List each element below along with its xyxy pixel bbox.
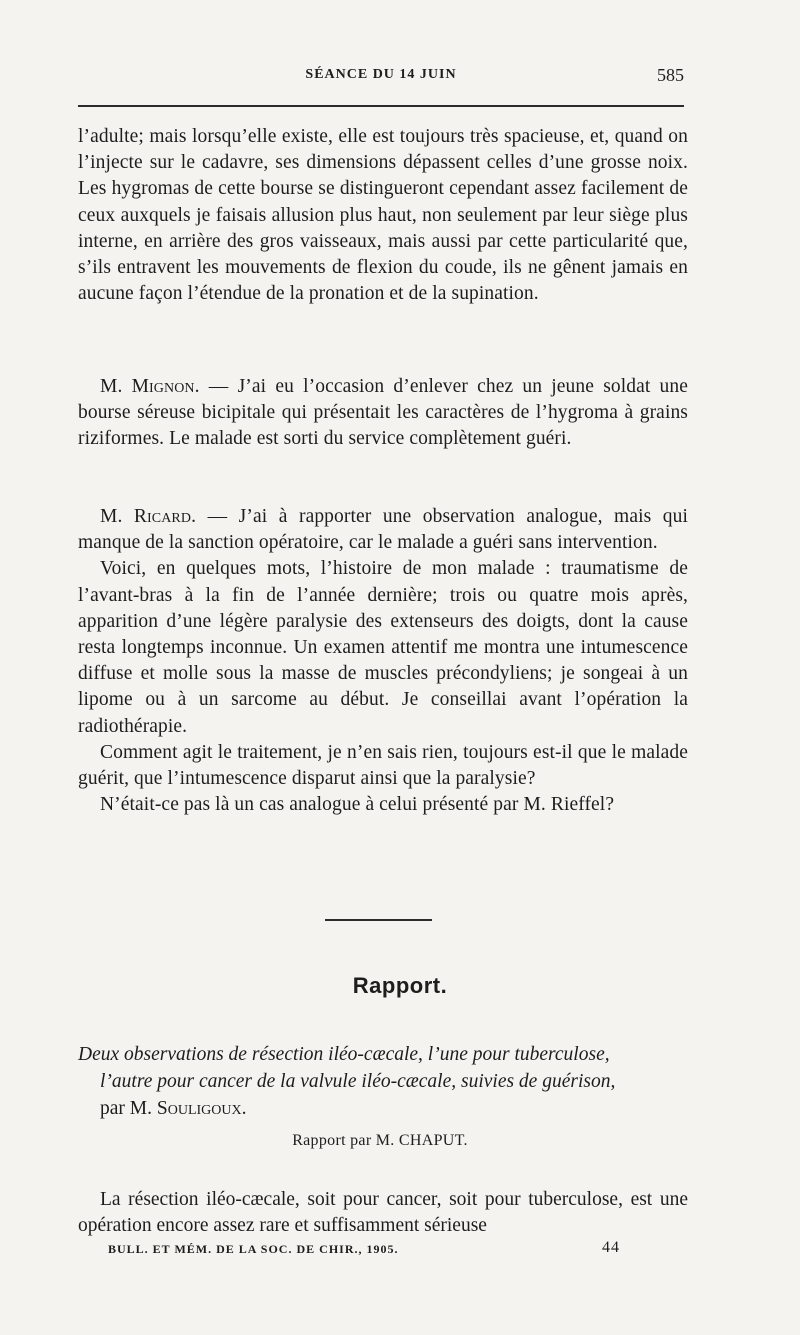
section-heading: Rapport. (352, 973, 448, 998)
article-title (78, 1041, 688, 1122)
journal-reference: BULL. ET MÉM. DE LA SOC. DE CHIR., 1905. (108, 1242, 399, 1256)
ricard-remarks: — J’ai à rapporter une observation analogue, mais qui manque de la sanction opératoire, car le malade a guéri sans intervention. (78, 506, 688, 554)
ricard-section (78, 504, 688, 818)
speaker-mignon: M. Mignon. (100, 376, 200, 397)
paragraph-patient-history: Voici, en quelques mots, l’histoire de mon malade : traumatisme de l’avant-bras à la fin de l’année dernière; trois ou quatre mois après, apparition d’une légère paralysie des extenseurs des doigts, dont la cause resta longtemps inconnue. Un examen attentif me montra une intumescence diffuse et molle sous la masse de muscles précondyliens; je songeai à un lipome ou à un sarcome au début. Je conseillai avant l’opération la radiothérapie. (78, 558, 688, 737)
article-author (78, 1095, 688, 1122)
page-footer (108, 1238, 620, 1258)
running-title: SÉANCE DU 14 JUIN (305, 67, 457, 82)
article-title-line-2: l’autre pour cancer de la valvule iléo-cæcale, suivies de guérison, (100, 1071, 616, 1092)
header-rule (78, 105, 684, 107)
section-divider (325, 919, 432, 921)
mignon-remarks: — J’ai eu l’occasion d’enlever chez un jeune soldat une bourse séreuse bicipitale qui présentait les caractères de l’hygroma à grains riziformes. Le malade est sorti du service complètement guéri. (78, 376, 689, 450)
paragraph-ileocaecal-resection: La résection iléo-cæcale, soit pour cancer, soit pour tuberculose, est une opération encore assez rare et suffisamment sérieuse (78, 1189, 688, 1237)
paragraph-ricard (78, 504, 688, 556)
paragraph-rieffel-question: N’était-ce pas là un cas analogue à celui présenté par M. Rieffel? (100, 794, 615, 816)
paragraph-treatment: Comment agit le traitement, je n’en sais rien, toujours est-il que le malade guérit, que l’intumescence disparut ainsi que la paralysie? (78, 741, 688, 790)
speaker-ricard: M. Ricard. (100, 506, 197, 527)
article-title-line-1: Deux observations de résection iléo-cæcale, l’une pour tuberculose, (78, 1044, 610, 1065)
reporter-line: Rapport par M. CHAPUT. (292, 1132, 468, 1149)
author-prefix: par M. (100, 1098, 157, 1119)
signature-mark: 44 (602, 1239, 620, 1256)
paragraph-adult-bourse: l’adulte; mais lorsqu’elle existe, elle est toujours très spacieuse, et, quand on l’injecte sur le cadavre, ses dimensions dépassent celles d’une grosse noix. Les hygromas de cette bourse se distingueront cependant assez facilement de ceux auxquels je faisais allusion plus haut, non seulement par leur siège plus interne, en arrière des gros vaisseaux, mais aussi par cette particularité que, s’ils entravent les mouvements de flexion du coude, ils ne gênent jamais en aucune façon l’étendue de la pronation et de la supination. (78, 126, 688, 305)
page-number: 585 (657, 65, 684, 85)
author-name: Souligoux. (156, 1098, 247, 1119)
running-head (78, 64, 684, 90)
paragraph-mignon (78, 374, 688, 453)
